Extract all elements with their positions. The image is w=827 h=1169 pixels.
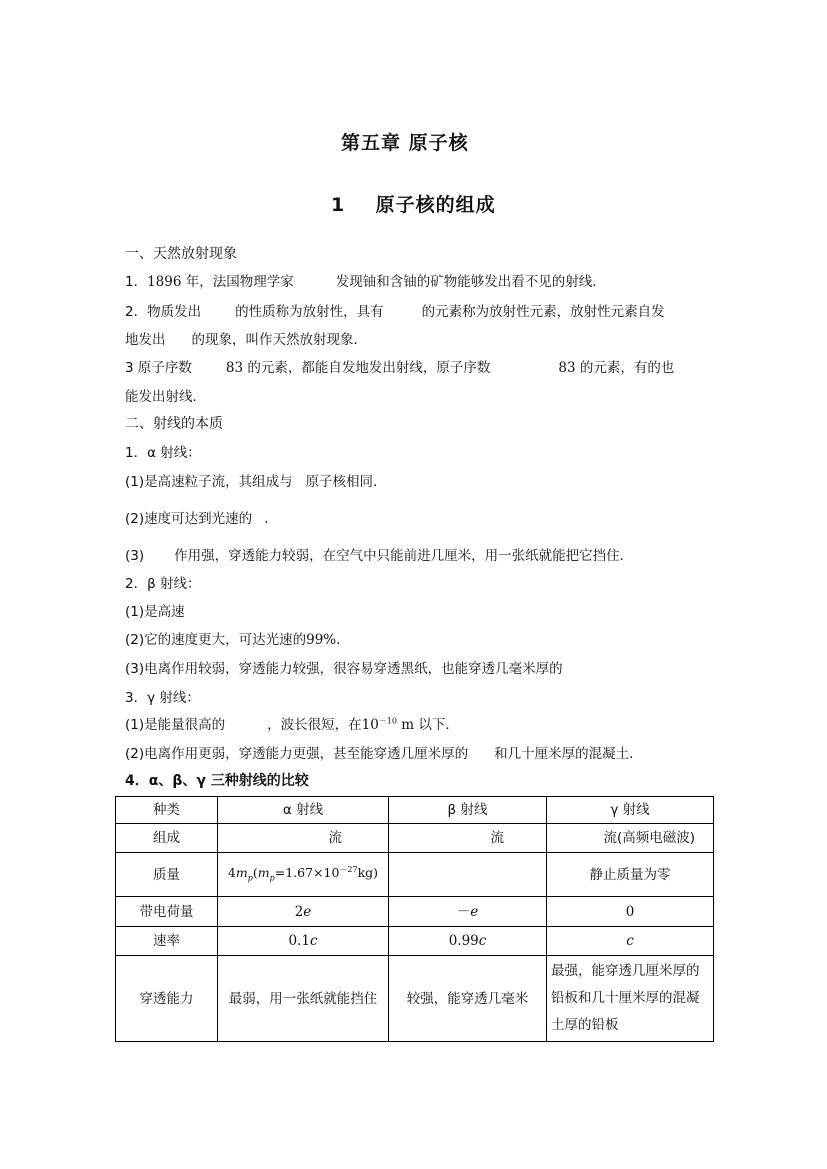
paragraph-1: 1．1896 年，法国物理学家 发现铀和含铀的矿物能够发出看不见的射线． — [125, 274, 606, 290]
table-row — [116, 927, 714, 956]
cell-gamma: 流(高频电磁波) — [547, 824, 714, 853]
header-alpha: α 射线 — [218, 797, 389, 824]
alpha-3: (3) 作用强，穿透能力较弱，在空气中只能前进几厘米，用一张纸就能把它挡住． — [125, 548, 634, 564]
cell-gamma: 0 — [547, 897, 714, 927]
section-title: 1 原子核的组成 — [331, 194, 496, 216]
beta-heading: 2．β 射线： — [125, 576, 201, 592]
beta-2: (2)它的速度更大，可达光速的99%. — [125, 632, 341, 648]
cell-beta: 流 — [389, 824, 547, 853]
cell-gamma: 最强，能穿透几厘米厚的铅板和几十厘米厚的混凝土厚的铅板 — [547, 956, 714, 1042]
paragraph-2: 2．物质发出 的性质称为放射性，具有 的元素称为放射性元素，放射性元素自发 — [125, 304, 665, 320]
alpha-1: (1)是高速粒子流，其组成与 原子核相同． — [125, 474, 387, 490]
header-beta: β 射线 — [389, 797, 547, 824]
chapter-title: 第五章 原子核 — [341, 132, 469, 154]
cell-alpha: $4m_p(m_p=1.67\times 10^{-27}kg)$ — [218, 853, 389, 897]
alpha-2: (2)速度可达到光速的 . — [125, 511, 269, 527]
heading-ray-nature: 二、射线的本质 — [125, 416, 223, 432]
header-gamma: γ 射线 — [547, 797, 714, 824]
cell-alpha: 流 — [218, 824, 389, 853]
paragraph-3: 3 原子序数 83 的元素，都能自发地发出射线，原子序数 83 的元素，有的也 — [125, 360, 675, 376]
table-row — [116, 956, 714, 1042]
row-label: 带电荷量 — [116, 897, 218, 927]
row-label: 质量 — [116, 853, 218, 897]
cell-beta — [389, 853, 547, 897]
beta-1: (1)是高速 — [125, 604, 185, 620]
cell-beta: －e — [389, 897, 547, 927]
cell-beta: 较强，能穿透几毫米 — [389, 956, 547, 1042]
table-header-row — [116, 797, 714, 824]
cell-alpha: 最弱，用一张纸就能挡住 — [218, 956, 389, 1042]
row-label: 穿透能力 — [116, 956, 218, 1042]
row-label: 速率 — [116, 927, 218, 956]
paragraph-3-cont: 能发出射线． — [125, 389, 206, 405]
gamma-1: (1)是能量很高的 ，波长很短，在$10^{-10}$ m 以下． — [125, 716, 459, 733]
comparison-heading: 4．α、β、γ 三种射线的比较 — [125, 773, 309, 789]
cell-alpha: 2e — [218, 897, 389, 927]
gamma-heading: 3．γ 射线： — [125, 690, 200, 706]
alpha-heading: 1．α 射线： — [125, 445, 201, 461]
table-row — [116, 824, 714, 853]
header-type: 种类 — [116, 797, 218, 824]
table-row — [116, 853, 714, 897]
table-row — [116, 897, 714, 927]
row-label: 组成 — [116, 824, 218, 853]
paragraph-2-cont: 地发出 的现象，叫作天然放射现象． — [125, 332, 367, 348]
cell-gamma: 静止质量为零 — [547, 853, 714, 897]
heading-natural-radioactivity: 一、天然放射现象 — [125, 246, 237, 262]
cell-beta: 0.99c — [389, 927, 547, 956]
beta-3: (3)电离作用较弱，穿透能力较强，很容易穿透黑纸，也能穿透几毫米厚的 — [125, 661, 563, 677]
cell-gamma: c — [547, 927, 714, 956]
gamma-2: (2)电离作用更弱，穿透能力更强，甚至能穿透几厘米厚的 和几十厘米厚的混凝土． — [125, 746, 643, 762]
cell-alpha: 0.1c — [218, 927, 389, 956]
comparison-table — [115, 796, 714, 1042]
